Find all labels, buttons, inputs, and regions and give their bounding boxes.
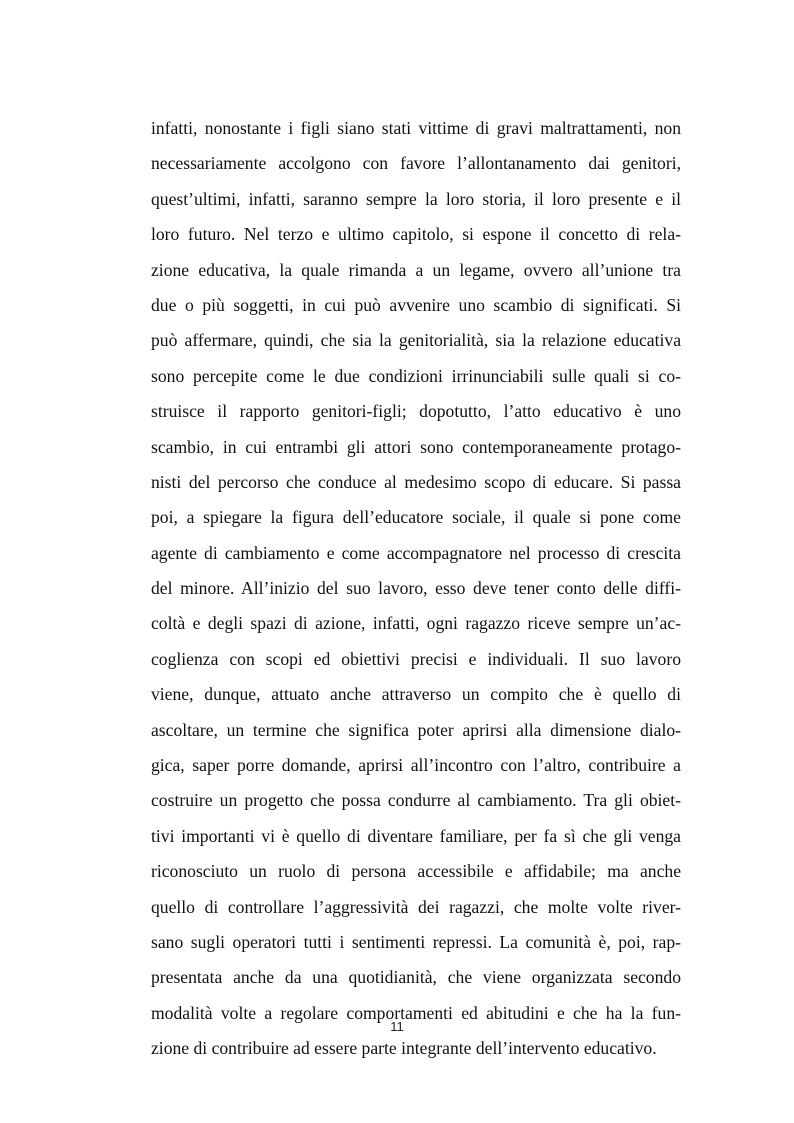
text-line: gica, saper porre domande, aprirsi all’incontro con l’altro, contribuire a bbox=[151, 755, 681, 776]
text-line: sono percepite come le due condizioni irrinunciabili sulle quali si co- bbox=[151, 365, 681, 386]
text-line: infatti, nonostante i figli siano stati vittime di gravi maltrattamenti, non bbox=[151, 118, 681, 138]
text-line: ascoltare, un termine che significa poter aprirsi alla dimensione dialo- bbox=[151, 719, 681, 740]
text-line: del minore. All’inizio del suo lavoro, esso deve tener conto delle diffi- bbox=[151, 578, 681, 599]
text-line: sano sugli operatori tutti i sentimenti repressi. La comunità è, poi, rap- bbox=[151, 931, 681, 952]
text-line: riconosciuto un ruolo di persona accessibile e affidabile; ma anche bbox=[151, 861, 681, 882]
text-line: zione educativa, la quale rimanda a un legame, ovvero all’unione tra bbox=[151, 259, 681, 280]
text-line: scambio, in cui entrambi gli attori sono contemporaneamente protago- bbox=[151, 436, 681, 457]
text-line: coglienza con scopi ed obiettivi precisi e individuali. Il suo lavoro bbox=[151, 648, 681, 669]
text-line: struisce il rapporto genitori-figli; dopotutto, l’atto educativo è uno bbox=[151, 401, 681, 422]
page-number: 11 bbox=[390, 1019, 404, 1034]
text-line: necessariamente accolgono con favore l’allontanamento dai genitori, bbox=[151, 153, 681, 174]
text-line: poi, a spiegare la figura dell’educatore sociale, il quale si pone come bbox=[151, 507, 681, 528]
text-line: può affermare, quindi, che sia la genitorialità, sia la relazione educativa bbox=[151, 330, 681, 351]
text-line: quest’ultimi, infatti, saranno sempre la loro storia, il loro presente e il bbox=[151, 188, 681, 209]
text-line: tivi importanti vi è quello di diventare familiare, per fa sì che gli venga bbox=[151, 825, 681, 846]
text-line: viene, dunque, attuato anche attraverso un compito che è quello di bbox=[151, 684, 681, 705]
text-line: due o più soggetti, in cui può avvenire uno scambio di significati. Si bbox=[151, 294, 681, 315]
text-line: costruire un progetto che possa condurre al cambiamento. Tra gli obiet- bbox=[151, 790, 681, 811]
text-line-last: zione di contribuire ad essere parte integrante dell’intervento educativo. bbox=[151, 1038, 657, 1059]
text-line: coltà e degli spazi di azione, infatti, ogni ragazzo riceve sempre un’ac- bbox=[151, 613, 681, 634]
text-line: loro futuro. Nel terzo e ultimo capitolo, si espone il concetto di rela- bbox=[151, 224, 681, 245]
text-line: modalità volte a regolare comportamenti ed abitudini e che ha la fun- bbox=[151, 1002, 681, 1023]
text-line: nisti del percorso che conduce al medesimo scopo di educare. Si passa bbox=[151, 471, 681, 492]
body-paragraph bbox=[151, 111, 681, 1067]
text-line: quello di controllare l’aggressività dei ragazzi, che molte volte river- bbox=[151, 896, 681, 917]
text-line: agente di cambiamento e come accompagnatore nel processo di crescita bbox=[151, 542, 681, 563]
text-line: presentata anche da una quotidianità, che viene organizzata secondo bbox=[151, 967, 681, 988]
